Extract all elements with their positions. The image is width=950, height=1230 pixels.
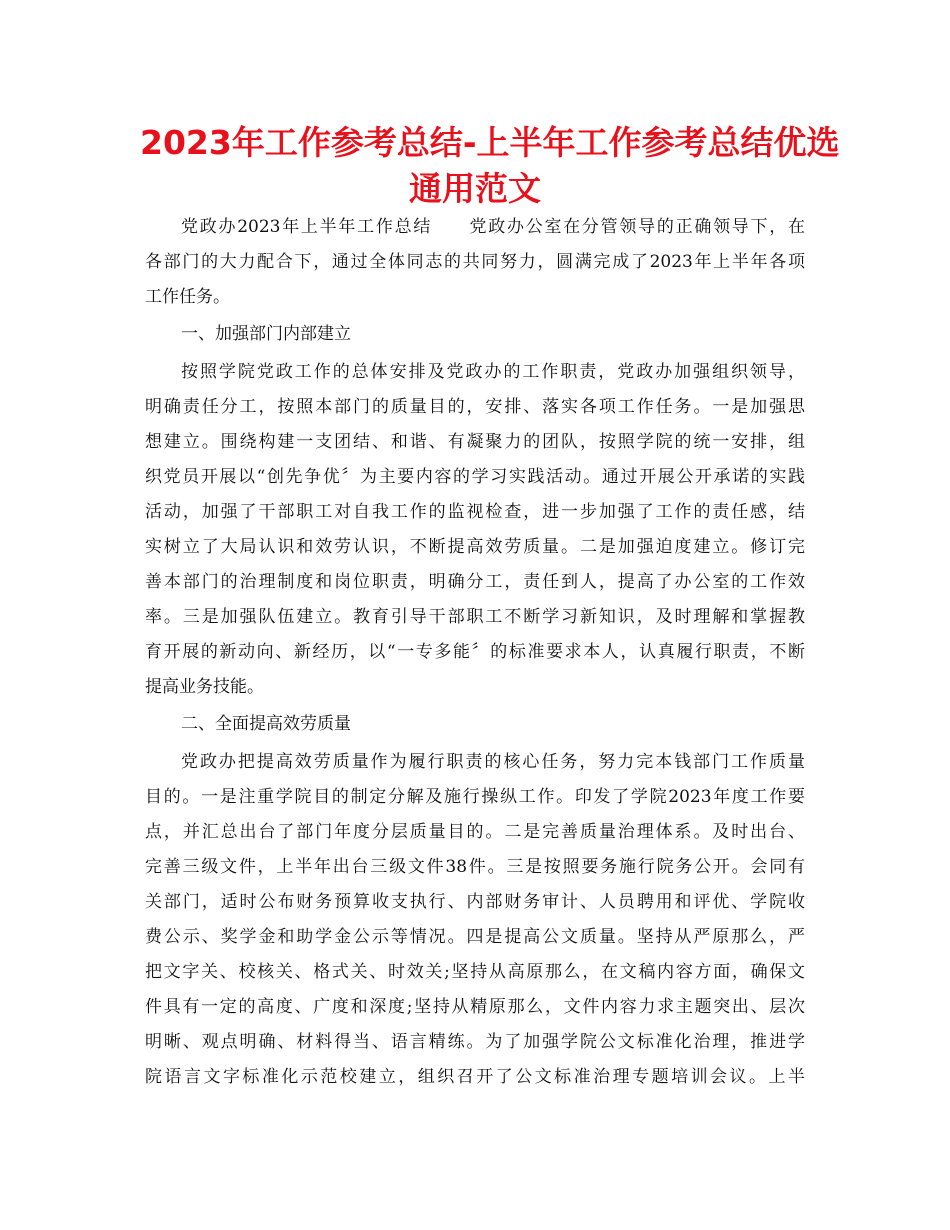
body-line: 党政办把提高效劳质量作为履行职责的核心任务，努力完本钱部门工作质量 xyxy=(181,752,805,772)
body-line: 明确责任分工，按照本部门的质量目的，安排、落实各项工作任务。一是加强思 xyxy=(145,397,805,417)
body-line: 点，并汇总出台了部门年度分层质量目的。二是完善质量治理体系。及时出台、 xyxy=(145,822,805,842)
body-line: 党政办2023年上半年工作总结 党政办公室在分管领导的正确领导下，在 xyxy=(181,217,805,237)
body-line: 完善三级文件，上半年出台三级文件38件。三是按照要务施行院务公开。会同有 xyxy=(145,857,805,877)
body-line: 活动，加强了干部职工对自我工作的监视检查，进一步加强了工作的责任感，结 xyxy=(145,502,805,522)
body-line: 明晰、观点明确、材料得当、语言精练。为了加强学院公文标准化治理，推进学 xyxy=(145,1032,805,1052)
body-line: 育开展的新动向、新经历，以“一专多能〞的标准要求本人，认真履行职责，不断 xyxy=(145,642,805,662)
body-line: 件具有一定的高度、广度和深度;坚持从精原那么，文件内容力求主题突出、层次 xyxy=(145,997,805,1017)
body-line: 善本部门的治理制度和岗位职责，明确分工，责任到人，提高了办公室的工作效 xyxy=(145,572,805,592)
body-line: 织党员开展以“创先争优〞为主要内容的学习实践活动。通过开展公开承诺的实践 xyxy=(145,467,805,487)
title-line-2: 通用范文 xyxy=(409,169,541,208)
body-line: 费公示、奖学金和助学金公示等情况。四是提高公文质量。坚持从严原那么，严 xyxy=(145,927,805,947)
section-heading-2: 二、全面提高效劳质量 xyxy=(181,714,351,734)
section-heading-1: 一、加强部门内部建立 xyxy=(181,324,351,344)
body-line: 提高业务技能。 xyxy=(145,677,264,697)
body-line: 把文字关、校核关、格式关、时效关;坚持从高原那么，在文稿内容方面，确保文 xyxy=(145,962,805,982)
body-line: 目的。一是注重学院目的制定分解及施行操纵工作。印发了学院2023年度工作要 xyxy=(145,787,805,807)
body-line: 关部门，适时公布财务预算收支执行、内部财务审计、人员聘用和评优、学院收 xyxy=(145,892,805,912)
body-line: 院语言文字标准化示范校建立，组织召开了公文标准治理专题培训会议。上半 xyxy=(145,1067,805,1087)
document-title xyxy=(140,120,840,212)
body-line: 各部门的大力配合下，通过全体同志的共同努力，圆满完成了2023年上半年各项 xyxy=(145,252,805,272)
body-line: 按照学院党政工作的总体安排及党政办的工作职责，党政办加强组织领导， xyxy=(181,362,805,382)
body-line: 工作任务。 xyxy=(145,287,230,307)
body-line: 率。三是加强队伍建立。教育引导干部职工不断学习新知识，及时理解和掌握教 xyxy=(145,607,805,627)
body-line: 想建立。围绕构建一支团结、和谐、有凝聚力的团队，按照学院的统一安排，组 xyxy=(145,432,805,452)
body-line: 实树立了大局认识和效劳认识，不断提高效劳质量。二是加强迫度建立。修订完 xyxy=(145,537,805,557)
title-line-1: 2023年工作参考总结-上半年工作参考总结优选 xyxy=(140,123,840,162)
